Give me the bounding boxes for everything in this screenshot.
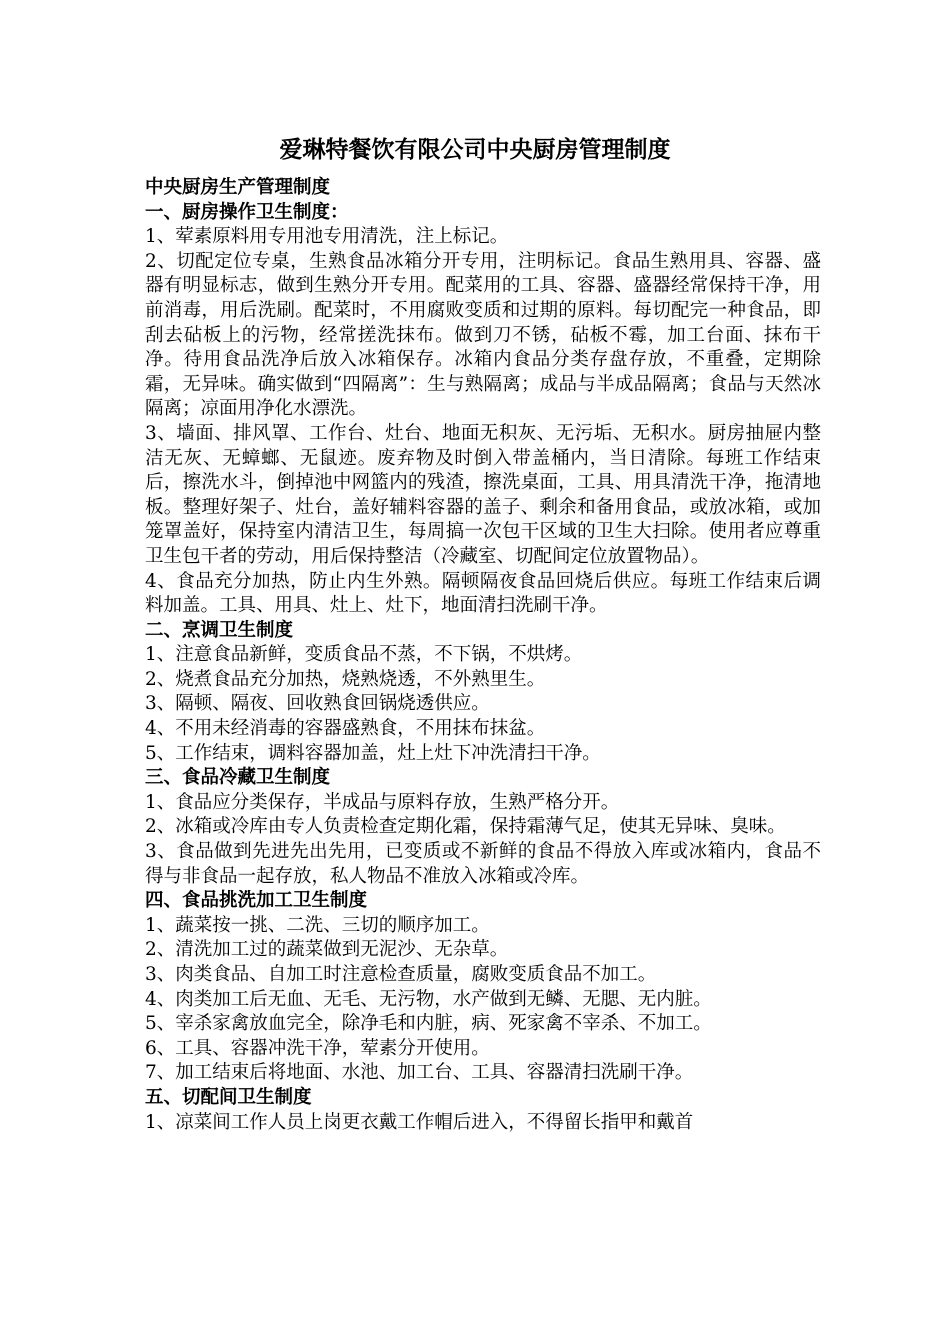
paragraph: 1、荤素原料用专用池专用清洗，注上标记。 xyxy=(145,226,509,248)
paragraph: 4、食品充分加热，防止内生外熟。隔顿隔夜食品回烧后供应。每班工作结束后调料加盖。工具、用具、灶上、灶下，地面清扫洗刷干净。 xyxy=(145,570,821,617)
paragraph: 2、清洗加工过的蔬菜做到无泥沙、无杂草。 xyxy=(145,939,509,961)
section-heading: 一、厨房操作卫生制度： xyxy=(145,201,349,223)
paragraph: 2、烧煮食品充分加热，烧熟烧透，不外熟里生。 xyxy=(145,668,546,690)
paragraph: 5、工作结束，调料容器加盖，灶上灶下冲洗清扫干净。 xyxy=(145,742,601,764)
paragraph: 1、蔬菜按一挑、二洗、三切的顺序加工。 xyxy=(145,914,490,936)
section-heading: 四、食品挑洗加工卫生制度 xyxy=(145,890,368,912)
document-title: 爱琳特餐饮有限公司中央厨房管理制度 xyxy=(279,137,671,163)
paragraph: 3、隔顿、隔夜、回收熟食回锅烧透供应。 xyxy=(145,693,490,715)
paragraph: 6、工具、容器冲洗干净，荤素分开使用。 xyxy=(145,1037,490,1059)
section-heading: 中央厨房生产管理制度 xyxy=(145,177,331,198)
paragraph: 1、注意食品新鲜，变质食品不蒸，不下锅，不烘烤。 xyxy=(145,644,583,666)
paragraph: 2、切配定位专桌，生熟食品冰箱分开专用，注明标记。食品生熟用具、容器、盛器有明显标志，做到生熟分开专用。配菜用的工具、容器、盛器经常保持干净，用前消毒，用后洗刷。配菜时，不用腐败变质和过期的原料。每切配完一种食品，即刮去砧板上的污物，经常搓洗抹布。做到刀不锈，砧板不霉，加工台面、抹布干净。待用食品洗净后放入冰箱保存。冰箱内食品分类存盘存放，不重叠，定期除霜，无异味。确实做到“四隔离”：生与熟隔离；成品与半成品隔离；食品与天然冰隔离；凉面用净化水漂洗。 xyxy=(145,250,821,420)
paragraph: 4、肉类加工后无血、无毛、无污物，水产做到无鳞、无腮、无内脏。 xyxy=(145,988,712,1010)
section-heading: 三、食品冷藏卫生制度 xyxy=(145,767,331,789)
paragraph: 3、墙面、排风罩、工作台、灶台、地面无积灰、无污垢、无积水。厨房抽屉内整洁无灰、无蟑螂、无鼠迹。废弃物及时倒入带盖桶内，当日清除。每班工作结束后，擦洗水斗，倒掉池中网篮内的残渣，擦洗桌面，工具、用具清洗干净，拖清地板。整理好架子、灶台，盖好辅料容器的盖子、剩余和备用食品，或放冰箱，或加笼罩盖好，保持室内清洁卫生，每周搞一次包干区域的卫生大扫除。使用者应尊重卫生包干者的劳动，用后保持整洁（冷藏室、切配间定位放置物品）。 xyxy=(145,422,821,567)
paragraph: 5、宰杀家禽放血完全，除净毛和内脏，病、死家禽不宰杀、不加工。 xyxy=(145,1013,712,1035)
paragraph: 3、食品做到先进先出先用，已变质或不新鲜的食品不得放入库或冰箱内，食品不得与非食品一起存放，私人物品不准放入冰箱或冷库。 xyxy=(145,841,821,887)
paragraph: 2、冰箱或冷库由专人负责检查定期化霜，保持霜薄气足，使其无异味、臭味。 xyxy=(145,816,786,838)
paragraph: 1、食品应分类保存，半成品与原料存放，生熟严格分开。 xyxy=(145,791,620,813)
section-heading: 五、切配间卫生制度 xyxy=(145,1086,312,1108)
section-heading: 二、烹调卫生制度 xyxy=(145,619,294,641)
document-body xyxy=(145,176,821,1135)
paragraph: 3、肉类食品、自加工时注意检查质量，腐败变质食品不加工。 xyxy=(145,964,657,985)
paragraph: 7、加工结束后将地面、水池、加工台、工具、容器清扫洗刷干净。 xyxy=(145,1062,694,1084)
paragraph: 4、不用未经消毒的容器盛熟食，不用抹布抹盆。 xyxy=(145,718,546,740)
paragraph: 1、凉菜间工作人员上岗更衣戴工作帽后进入，不得留长指甲和戴首 xyxy=(145,1111,694,1133)
